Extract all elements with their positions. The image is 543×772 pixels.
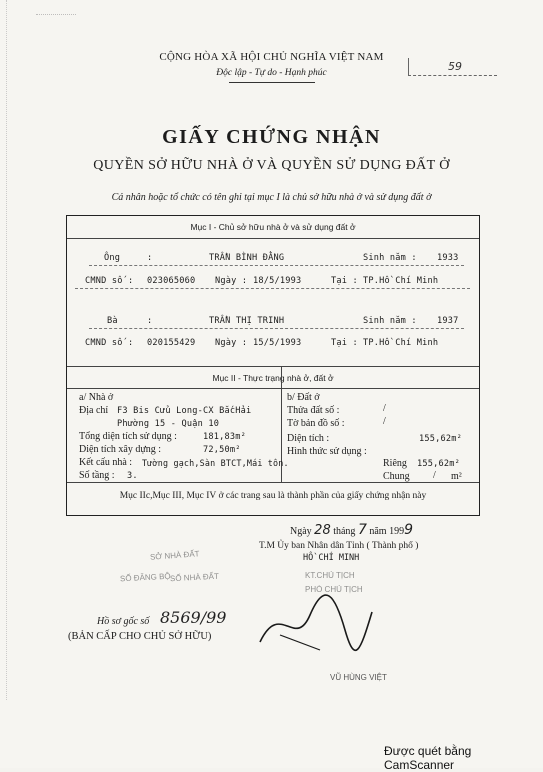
owner2-id-number: 020155429 (147, 338, 196, 348)
divider (67, 482, 479, 483)
structure-value: Tường gạch,Sàn BTCT,Mái tôn. (142, 458, 289, 468)
shared-label: Chung (383, 471, 410, 482)
section-note: Mục IIc,Mục III, Mục IV ở các trang sau là thành phần của giấy chứng nhận này (119, 491, 427, 501)
dossier-label: Hồ sơ gốc số (97, 616, 150, 627)
parcel-label: Thửa đất số : (287, 405, 340, 416)
private-value: 155,62m² (417, 459, 460, 469)
land-area-value: 155,62m² (419, 434, 462, 444)
dossier-number: 8569/99 (160, 608, 227, 627)
built-area-value: 72,50m² (203, 445, 241, 455)
owner2-name: TRẦN THỊ TRINH (209, 316, 285, 326)
owner1-birth-year: 1933 (437, 253, 459, 263)
parcel-value: / (383, 403, 386, 414)
stamp-line2: PHÓ CHỦ TỊCH (305, 585, 363, 594)
top-left-marks (36, 14, 76, 29)
owner2-id-label: CMND số : (85, 338, 134, 348)
colon: : (147, 253, 153, 263)
divider (67, 238, 479, 239)
nation-heading: CỘNG HÒA XÃ HỘI CHỦ NGHĨA VIỆT NAM (159, 51, 384, 63)
copy-note: (BẢN CẤP CHO CHỦ SỞ HỮU) (68, 631, 212, 642)
left-stamp-line1: SỞ NHÀ ĐẤT (149, 549, 200, 562)
house-heading: a/ Nhà ở (79, 392, 114, 403)
motto-underline (229, 82, 315, 83)
day-label: Ngày (290, 526, 312, 537)
signer-name: VŨ HÙNG VIỆT (330, 673, 387, 682)
owner2-place: TP.Hồ Chí Minh (363, 338, 439, 348)
camscanner-watermark: Được quét bằng CamScanner (384, 744, 472, 772)
divider (67, 388, 479, 389)
owner2-birth-year: 1937 (437, 316, 459, 326)
owner1-id-number: 023065060 (147, 276, 196, 286)
section1-title: Mục I - Chủ sở hữu nhà ở và sử dụng đất ở (190, 222, 356, 232)
serial-number: 59 (448, 60, 462, 73)
owner2-place-label: Tại : (331, 338, 358, 348)
owner2-title-label: Bà (107, 316, 118, 326)
month-label: tháng (333, 526, 356, 537)
total-area-label: Tổng diện tích sử dụng : (79, 431, 177, 442)
left-stamp-line2: SỐ ĐĂNG BỘ (119, 571, 171, 584)
map-label: Tờ bản đồ số : (287, 418, 345, 429)
owner1-place-label: Tại : (331, 276, 358, 286)
dotted-line (75, 288, 470, 289)
day-value: 28 (314, 523, 331, 538)
year-digit: 9 (404, 522, 413, 538)
address-label: Địa chỉ (79, 405, 109, 416)
structure-label: Kết cấu nhà : (79, 457, 133, 468)
owner2-birth-label: Sinh năm : (363, 316, 417, 326)
certificate-table (66, 215, 480, 516)
left-margin-marks (6, 0, 19, 700)
year-label: năm 199 (369, 526, 405, 537)
owner1-place: TP.Hồ Chí Minh (363, 276, 439, 286)
total-area-value: 181,83m² (203, 432, 246, 442)
authority-line1: T.M Ủy ban Nhân dân Tỉnh ( Thành phố ) (259, 541, 419, 551)
address-line1: F3 Bis Cửu Long-CX BắcHải (117, 406, 252, 416)
floors-label: Số tầng : (79, 470, 115, 481)
certificate-title: GIẤY CHỨNG NHẬN (162, 126, 381, 148)
private-label: Riêng (383, 458, 407, 469)
dotted-line (89, 328, 464, 329)
owner1-date-label: Ngày : (215, 276, 248, 286)
owner2-date-label: Ngày : (215, 338, 248, 348)
map-value: / (383, 416, 386, 427)
colon: : (147, 316, 153, 326)
use-form-label: Hình thức sử dụng : (287, 446, 367, 457)
owner1-date: 18/5/1993 (253, 276, 302, 286)
shared-value: / (433, 470, 436, 481)
owner1-birth-label: Sinh năm : (363, 253, 417, 263)
floors-value: 3. (127, 471, 138, 481)
address-line2: Phường 15 - Quận 10 (117, 419, 220, 429)
built-area-label: Diện tích xây dựng : (79, 444, 162, 455)
land-heading: b/ Đất ở (287, 392, 320, 403)
section2-title: Mục II - Thực trạng nhà ở, đất ở (212, 373, 334, 383)
divider (67, 366, 479, 367)
signature (250, 590, 380, 660)
shared-unit: m² (451, 471, 462, 482)
owner1-title-label: Ông (104, 253, 121, 263)
land-area-label: Diện tích : (287, 433, 330, 444)
certificate-subtitle: QUYỀN SỞ HỮU NHÀ Ở VÀ QUYỀN SỬ DỤNG ĐẤT Ở (93, 158, 450, 173)
motto: Độc lập - Tự do - Hạnh phúc (216, 68, 327, 78)
owner2-date: 15/5/1993 (253, 338, 302, 348)
left-stamp-line3: SỐ NHÀ ĐẤT (169, 571, 220, 584)
authority-line2: HỒ CHÍ MINH (303, 553, 360, 563)
intro-text: Cá nhân hoặc tổ chức có tên ghi tại mục I là chủ sở hữu nhà ở và sử dụng đất ở (111, 192, 432, 203)
dotted-line (89, 265, 464, 266)
stamp-line1: KT.CHỦ TỊCH (305, 571, 355, 580)
month-value: 7 (357, 522, 367, 538)
issue-date (290, 522, 413, 538)
owner1-id-label: CMND số : (85, 276, 134, 286)
owner1-name: TRẦN BÌNH ĐẰNG (209, 253, 285, 263)
